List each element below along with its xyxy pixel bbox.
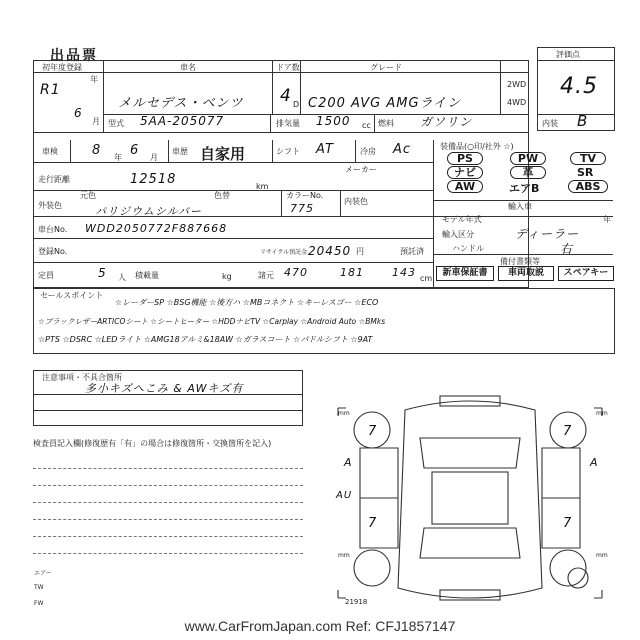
- equip-navi: ナビ: [447, 166, 483, 179]
- equip-airbag: エアB: [509, 182, 540, 195]
- grade-value: C200 AVG AMGライン: [308, 96, 462, 111]
- color-orig-label: 元色: [80, 191, 96, 200]
- mileage-value: 12518: [130, 172, 177, 187]
- inspection-month: 6: [130, 143, 140, 158]
- drive-4wd: 4WD: [507, 98, 527, 107]
- score-label: 評価点: [556, 50, 580, 59]
- interior-label: 内装: [542, 119, 558, 128]
- inspector-label: 検査員記入欄(修復歴有「有」の場合は修復箇所・交換箇所を記入): [33, 439, 272, 448]
- first-reg-year-unit: 年: [90, 75, 98, 84]
- import-year-label: モデル年式: [442, 215, 482, 224]
- load-label: 積載量: [135, 271, 159, 280]
- inspection-year: 8: [92, 143, 102, 158]
- legend-air: エアー: [34, 570, 52, 577]
- docs-label: 備付書類等: [500, 257, 540, 266]
- equip-pw: PW: [510, 152, 546, 165]
- model-label: 型式: [108, 119, 124, 128]
- dim-width: 181: [340, 266, 364, 279]
- vin-label: 車台No.: [38, 225, 68, 234]
- usage-value: 自家用: [200, 145, 246, 163]
- mileage-label: 走行距離: [38, 175, 70, 184]
- shift-value: AT: [316, 142, 334, 157]
- equip-leather: 革: [510, 166, 546, 179]
- inspection-label: 車検: [42, 147, 58, 156]
- score-value: 4.5: [560, 74, 598, 99]
- equip-ps: PS: [447, 152, 483, 165]
- equip-sr: SR: [577, 166, 594, 179]
- shift-label: シフト: [276, 147, 300, 156]
- recycle-unit: 円: [356, 247, 364, 256]
- color-code: 775: [290, 202, 314, 215]
- import-class-value: ディーラー: [515, 227, 580, 241]
- car-name-value: メルセデス・ベンツ: [118, 96, 244, 111]
- equip-abs: ABS: [568, 180, 608, 193]
- first-reg-label: 初年度登録: [42, 63, 82, 72]
- equip-tv: TV: [570, 152, 606, 165]
- inspection-month-unit: 月: [150, 153, 158, 162]
- tire-rr-unit: mm: [596, 552, 608, 559]
- vin-value: WDD2050772F887668: [85, 222, 228, 235]
- doc-warranty: 新車保証書: [436, 266, 494, 281]
- tire-rl-unit: mm: [338, 552, 350, 559]
- dimensions-label: 諸元: [258, 271, 274, 280]
- tire-fr: 7: [563, 424, 573, 439]
- recycle-value: 20450: [308, 244, 352, 258]
- color-interior-label: 内装色: [344, 197, 368, 206]
- tire-fl-unit: mm: [338, 410, 350, 417]
- capacity-value: 5: [98, 266, 107, 280]
- first-reg-month: 6: [74, 106, 83, 120]
- handle-label: ハンドル: [452, 244, 484, 253]
- handle-value: 右: [560, 242, 574, 256]
- sales-line-2: ☆ブラックレザーARTICOシート ☆シートヒーター ☆HDDナビTV ☆Carplay ☆Android Auto ☆BMks: [38, 317, 386, 326]
- sales-line-1: ☆レーダーSP ☆BSG機能 ☆後方ハ ☆MBコネクト ☆キーレスゴー ☆ECO: [115, 298, 379, 307]
- footer-stamp: 21918: [345, 598, 368, 606]
- equip-label: 装備品(○印/社外 ☆): [440, 142, 514, 151]
- car-damage-diagram: [320, 388, 620, 616]
- tire-rl: 7: [368, 516, 378, 531]
- recycle-label: リサイクル預託金: [260, 249, 308, 256]
- doc-sparekey: スペアキー: [558, 266, 614, 281]
- color-label: 外装色: [38, 201, 62, 210]
- damage-mark-a-left: A: [344, 456, 353, 469]
- first-reg-year: R1: [40, 82, 61, 98]
- notes-value: 多小キズへこみ & AWキズ有: [85, 382, 244, 395]
- fuel-label: 燃料: [378, 119, 394, 128]
- doors-unit: D: [293, 100, 300, 109]
- damage-mark-au: AU: [336, 490, 353, 501]
- tire-fr-unit: mm: [596, 410, 608, 417]
- dim-height: 143: [392, 266, 416, 279]
- doors-label: ドア数: [276, 63, 300, 72]
- color-current-label: 色替: [214, 191, 230, 200]
- sales-line-3: ☆PTS ☆DSRC ☆LEDライト ☆AMG18アルミ&18AW ☆ガラスコート ☆パドルシフト ☆9AT: [38, 335, 373, 344]
- damage-mark-a-right: A: [590, 456, 599, 469]
- dim-unit: cm: [420, 274, 433, 283]
- legend-fw: FW: [34, 600, 44, 607]
- grade-label: グレード: [370, 63, 402, 72]
- import-label: 輸入車: [508, 202, 532, 211]
- capacity-label: 定員: [38, 271, 54, 280]
- page-title: 出品票: [50, 48, 98, 64]
- ac-value: Ac: [393, 142, 412, 157]
- recycle-status: 預託済: [400, 247, 424, 256]
- load-unit: kg: [222, 272, 232, 281]
- usage-label: 車歴: [172, 147, 188, 156]
- doors-value: 4: [280, 86, 292, 106]
- inspection-year-unit: 年: [114, 153, 122, 162]
- car-name-label: 車名: [180, 63, 196, 72]
- sales-label: セールスポイント: [40, 291, 104, 300]
- color-code-label: カラーNo.: [286, 191, 324, 200]
- mileage-unit: km: [256, 182, 269, 191]
- footer-url: www.CarFromJapan.com Ref: CFJ1857147: [184, 618, 456, 634]
- tire-fl: 7: [368, 424, 378, 439]
- displacement-value: 1500: [316, 114, 351, 128]
- equip-aw: AW: [447, 180, 483, 193]
- ac-label: 冷房: [360, 147, 376, 156]
- equip-maker-label: メーカー: [345, 165, 377, 174]
- color-value: パリジウムシルバー: [95, 205, 202, 218]
- model-value: 5AA-205077: [140, 114, 225, 128]
- displacement-label: 排気量: [276, 119, 300, 128]
- notes-label: 注意事項・不具合箇所: [42, 373, 122, 382]
- interior-value: B: [577, 112, 589, 130]
- first-reg-month-unit: 月: [92, 117, 100, 126]
- drive-2wd: 2WD: [507, 80, 527, 89]
- doc-manual: 車両取説: [498, 266, 554, 281]
- import-year-unit: 年: [603, 215, 611, 224]
- registered-label: 登録No.: [38, 247, 68, 256]
- legend-tw: TW: [34, 584, 44, 591]
- import-class-label: 輸入区分: [442, 230, 474, 239]
- fuel-value: ガソリン: [420, 115, 473, 129]
- capacity-unit: 人: [118, 273, 126, 282]
- tire-rr: 7: [563, 516, 573, 531]
- displacement-unit: cc: [362, 121, 371, 130]
- dim-length: 470: [284, 266, 308, 279]
